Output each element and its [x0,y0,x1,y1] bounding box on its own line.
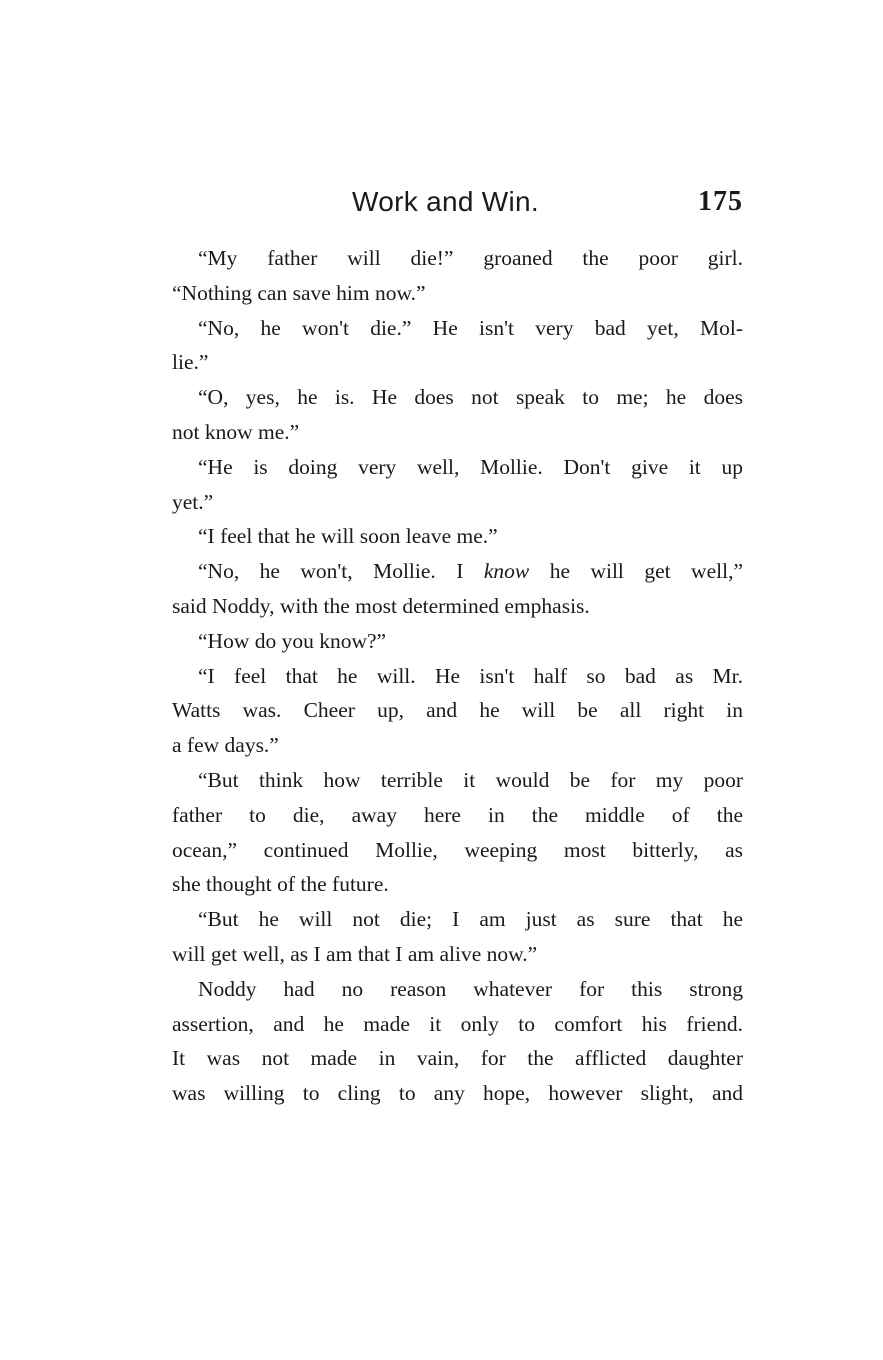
text-line: “He is doing very well, Mollie. Don't give it up [198,454,743,479]
paragraph [172,311,743,381]
text-line [172,554,743,589]
paragraph [172,972,743,1111]
page-header [172,186,743,226]
page-number: 175 [698,186,743,217]
paragraph [172,380,743,450]
text-line: “I feel that he will. He isn't half so bad as Mr. [198,663,743,688]
text-line: “Nothing can save him now.” [172,280,426,305]
text-line: was willing to cling to any hope, however slight, and [172,1081,743,1106]
text-line: “But he will not die; I am just as sure that he [198,907,743,932]
text-segment: he will get well,” [529,559,743,584]
text-line: not know me.” [172,419,300,444]
text-line: “But think how terrible it would be for my poor [198,767,743,792]
body-text [172,241,743,1111]
text-line: ocean,” continued Mollie, weeping most bitterly, as [172,837,743,862]
text-line: she thought of the future. [172,872,389,897]
text-line: a few days.” [172,733,279,758]
text-line: “How do you know?” [198,628,387,653]
running-title: Work and Win. [352,186,539,217]
text-line: assertion, and he made it only to comfort his friend. [172,1011,743,1036]
text-line: “I feel that he will soon leave me.” [198,524,498,549]
paragraph [172,624,743,659]
paragraph [172,902,743,972]
text-line: It was not made in vain, for the afflicted daughter [172,1046,743,1071]
text-line: “O, yes, he is. He does not speak to me; he does [198,385,743,410]
paragraph [172,554,743,624]
text-line: Noddy had no reason whatever for this strong [198,976,743,1001]
text-line: said Noddy, with the most determined emphasis. [172,593,590,618]
paragraph [172,659,743,763]
text-line: lie.” [172,350,209,375]
paragraph [172,763,743,902]
text-segment: “No, he won't, Mollie. I [198,559,484,584]
paragraph [172,241,743,311]
text-line: “My father will die!” groaned the poor girl. [198,246,743,270]
paragraph [172,519,743,554]
emphasized-word: know [483,559,530,584]
text-line: yet.” [172,489,214,514]
text-line: father to die, away here in the middle of the [172,802,743,827]
paragraph [172,450,743,520]
text-line: Watts was. Cheer up, and he will be all right in [172,698,743,723]
text-line: “No, he won't die.” He isn't very bad yet, Mol- [198,315,743,340]
text-line: will get well, as I am that I am alive now.” [172,941,538,966]
